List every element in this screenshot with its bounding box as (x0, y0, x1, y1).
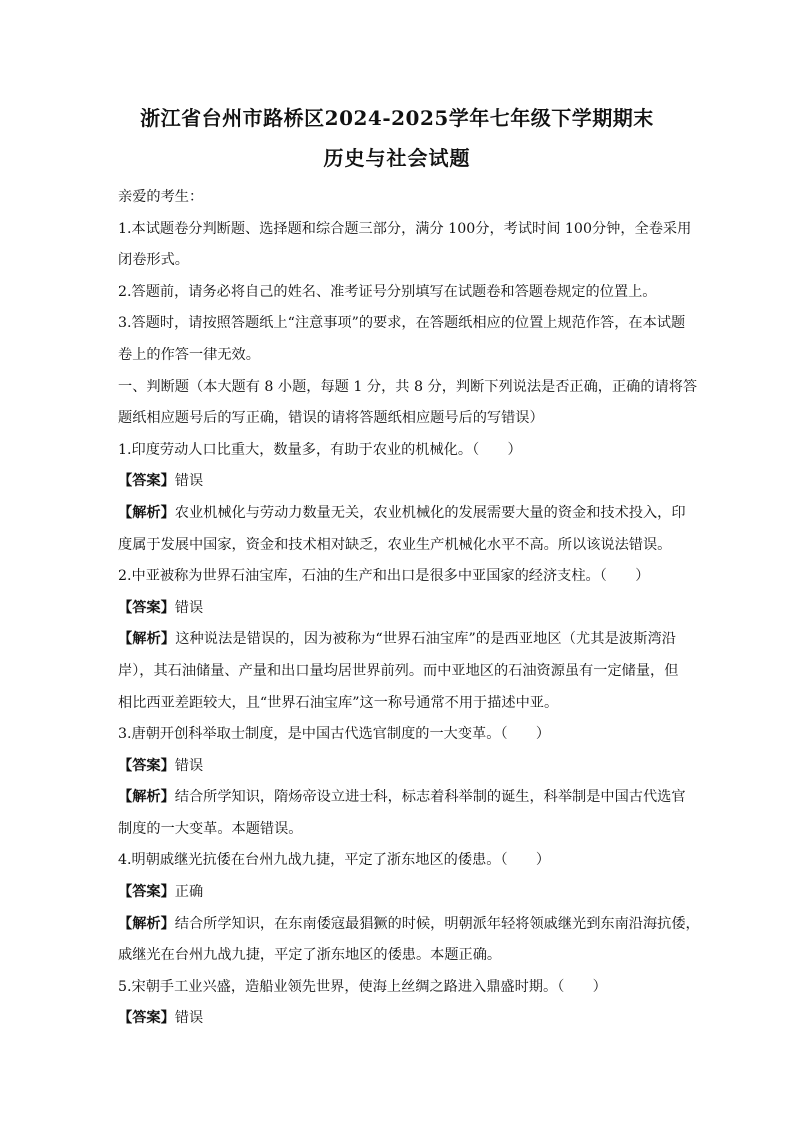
answer-line (118, 466, 676, 498)
analysis-line: 制度的一大变革。本题错误。 (118, 820, 303, 837)
answer-label: 【答案】 (118, 473, 175, 490)
notice-item-1: 1.本试题卷分判断题、选择题和综合题三部分，满分 100分，考试时间 100分钟，全卷采用 (118, 220, 692, 237)
question-stem: 4.明朝戚继光抗倭在台州九战九捷，平定了浙东地区的倭患。（ ） (118, 852, 551, 869)
question-stem: 1.印度劳动人口比重大，数量多，有助于农业的机械化。（ ） (118, 441, 522, 458)
notice-item-3-cont: 卷上的作答一律无效。 (118, 346, 260, 363)
notice-item-1-cont: 闭卷形式。 (118, 252, 189, 269)
analysis-label: 【解析】 (118, 915, 175, 932)
answer-line (118, 593, 676, 625)
analysis-text: 农业机械化与劳动力数量无关，农业机械化的发展需要大量的资金和技术投入，印 (174, 504, 686, 521)
analysis-line: 岸），其石油储量、产量和出口量均居世界前列。而中亚地区的石油资源虽有一定储量，但 (118, 662, 679, 679)
page-subtitle: 历史与社会试题 (323, 146, 471, 170)
analysis-line: 戚继光在台州九战九捷，平定了浙东地区的倭患。本题正确。 (118, 947, 502, 964)
analysis-label: 【解析】 (118, 789, 175, 806)
analysis-line (118, 498, 686, 530)
answer-label: 【答案】 (118, 1010, 175, 1027)
analysis-line (118, 782, 686, 814)
answer-value: 错误 (174, 1010, 204, 1027)
question-stem: 5.宋朝手工业兴盛，造船业领先世界，使海上丝绸之路进入鼎盛时期。（ ） (118, 978, 607, 995)
greeting: 亲爱的考生： (118, 189, 204, 205)
answer-line (118, 1003, 676, 1035)
section-heading-cont: 题纸相应题号后的写正确，错误的请将答题纸相应题号后的写错误） (118, 410, 544, 427)
answer-label: 【答案】 (118, 599, 175, 616)
answer-value: 错误 (174, 757, 204, 774)
analysis-line (118, 909, 700, 941)
analysis-label: 【解析】 (118, 504, 175, 521)
answer-value: 错误 (174, 599, 204, 616)
analysis-text: 结合所学知识，在东南倭寇最猖獗的时候，明朝派年轻将领戚继光到东南沿海抗倭， (174, 915, 700, 932)
analysis-text: 结合所学知识，隋炀帝设立进士科，标志着科举制的诞生，科举制是中国古代选官 (174, 789, 686, 806)
page-title: 浙江省台州市路桥区2024-2025学年七年级下学期期末 (140, 106, 654, 130)
document-body (118, 182, 700, 1035)
answer-value: 错误 (174, 473, 204, 490)
answer-label: 【答案】 (118, 884, 175, 901)
question-stem: 3.唐朝开创科举取士制度，是中国古代选官制度的一大变革。（ ） (118, 726, 551, 743)
analysis-line (118, 624, 676, 656)
notice-item-3: 3.答题时，请按照答题纸上“注意事项”的要求，在答题纸相应的位置上规范作答，在本试题 (118, 315, 686, 332)
answer-label: 【答案】 (118, 757, 175, 774)
section-heading: 一、判断题（本大题有 8 小题，每题 1 分，共 8 分，判断下列说法是否正确，正确的请将答 (118, 378, 698, 395)
analysis-label: 【解析】 (118, 631, 176, 648)
answer-line (118, 877, 676, 909)
answer-line (118, 751, 676, 783)
question-stem: 2.中亚被称为世界石油宝库，石油的生产和出口是很多中亚国家的经济支柱。（ ） (118, 568, 650, 585)
notice-item-2: 2.答题前，请务必将自己的姓名、准考证号分别填写在试题卷和答题卷规定的位置上。 (118, 283, 657, 300)
analysis-text: 这种说法是错误的，因为被称为“世界石油宝库”的是西亚地区（尤其是波斯湾沿 (175, 631, 676, 648)
answer-value: 正确 (174, 884, 204, 901)
analysis-line: 度属于发展中国家，资金和技术相对缺乏，农业生产机械化水平不高。所以该说法错误。 (118, 536, 672, 553)
analysis-line: 相比西亚差距较大，且“世界石油宝库”这一称号通常不用于描述中亚。 (118, 694, 559, 711)
